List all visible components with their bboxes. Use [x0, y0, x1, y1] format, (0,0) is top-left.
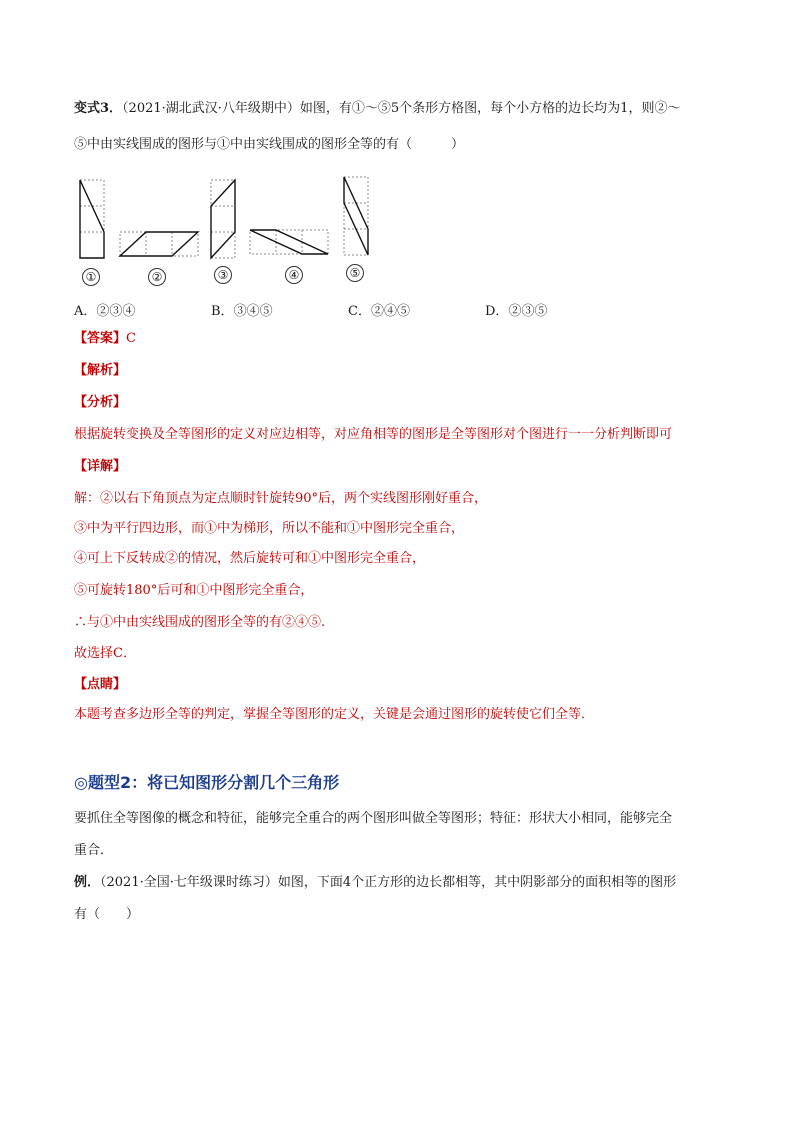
section-line-1: 要抓住全等图像的概念和特征，能够完全重合的两个图形叫做全等图形；特征：形状大小相同，能够完全 [74, 811, 673, 826]
fig-label-3: ③ [214, 266, 232, 284]
option-a [74, 300, 135, 319]
dianjing-tag: 【点睛】 [74, 677, 127, 692]
option-c [348, 300, 410, 319]
answer-line [74, 330, 136, 348]
fig-label-5: ⑤ [346, 264, 364, 282]
option-d-letter: D． [485, 304, 509, 319]
problem-text-1: （2021·湖北武汉·八年级期中）如图，有①～⑤5个条形方格图，每个小方格的边长均为1，则②～ [122, 101, 681, 116]
fenxi-text: 根据旋转变换及全等图形的定义对应边相等，对应角相等的图形是全等图形对个图进行一一分析判断即可 [74, 427, 673, 442]
answer-tag: 【答案】 [74, 331, 127, 346]
detail-line-3: ④可上下反转成②的情况，然后旋转可和①中图形完全重合， [74, 551, 426, 566]
example-text-1: （2021·全国·七年级课时练习）如图，下面4个正方形的边长都相等，其中阴影部分的面积相等的图形 [100, 875, 677, 890]
fig-label-2: ② [148, 268, 166, 286]
fig5-shape [344, 177, 368, 255]
option-c-letter: C． [348, 304, 371, 319]
option-b-letter: B． [211, 304, 234, 319]
fig1-shape [80, 180, 104, 258]
dianjing-text: 本题考查多边形全等的判定，掌握全等图形的定义，关键是会通过图形的旋转使它们全等． [74, 707, 595, 722]
detail-line-4: ⑤可旋转180°后可和①中图形完全重合， [74, 583, 314, 598]
fig-label-1: ① [82, 268, 100, 286]
fenxi-tag: 【分析】 [74, 395, 127, 410]
example-line-2: 有（ ） [74, 907, 140, 922]
answer-value: C [126, 331, 136, 346]
problem-line-1 [74, 100, 680, 118]
section-line-2: 重合． [74, 843, 114, 858]
option-a-text: ②③④ [96, 304, 136, 319]
detail-line-5: ∴与①中由实线围成的图形全等的有②④⑤. [74, 615, 326, 630]
fig-label-4: ④ [285, 266, 303, 284]
option-b [211, 300, 273, 319]
section-title: ◎题型2：将已知图形分割几个三角形 [74, 773, 340, 792]
problem-label: 变式3． [74, 101, 123, 116]
fig4-shape [250, 230, 328, 254]
detail-line-2: ③中为平行四边形，而①中为梯形，所以不能和①中图形完全重合， [74, 521, 465, 536]
option-d [485, 300, 547, 319]
example-line-1 [74, 874, 676, 892]
detail-tag: 【详解】 [74, 459, 127, 474]
fig2-shape [120, 232, 198, 256]
analysis-tag: 【解析】 [74, 363, 127, 378]
problem-line-2: ⑤中由实线围成的图形与①中由实线围成的图形全等的有（ ） [74, 137, 465, 152]
example-label: 例． [74, 875, 101, 890]
option-d-text: ②③⑤ [508, 304, 548, 319]
fig3-shape [211, 180, 235, 258]
detail-line-1: 解：②以右下角顶点为定点顺时针旋转90°后，两个实线图形刚好重合， [74, 491, 488, 506]
detail-line-6: 故选择C． [74, 646, 136, 661]
option-a-letter: A． [74, 304, 97, 319]
option-b-text: ③④⑤ [233, 304, 273, 319]
option-c-text: ②④⑤ [370, 304, 410, 319]
